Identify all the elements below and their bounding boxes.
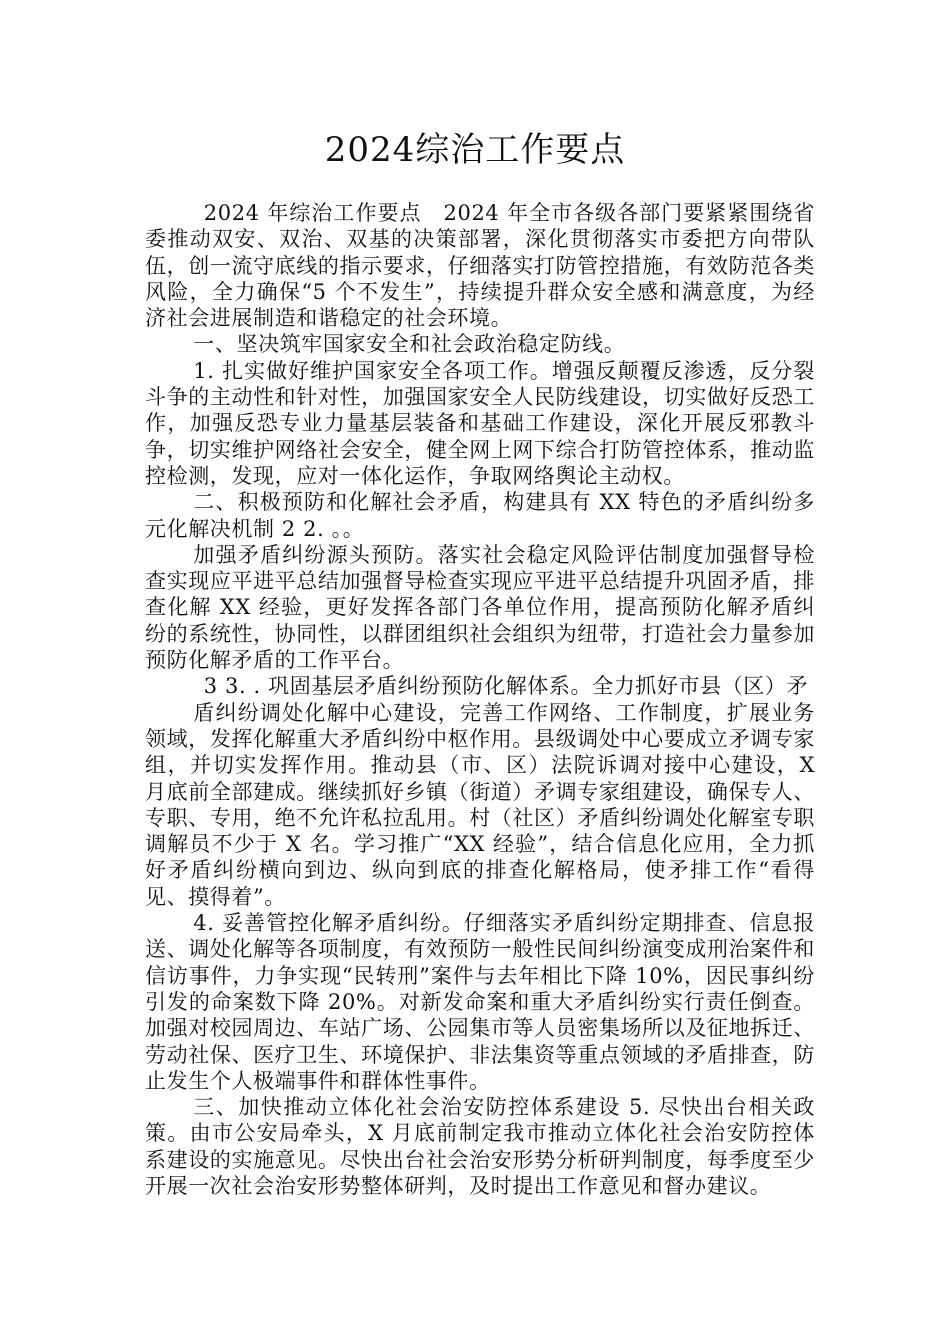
item-paragraph-3-heading: 3 3. . 巩固基层矛盾纠纷预防化解体系。全力抓好市县（区）矛 xyxy=(203,674,809,699)
section-heading-1: 一、坚决筑牢国家安全和社会政治稳定防线。 xyxy=(193,332,626,357)
document-body xyxy=(145,200,815,1199)
document-title: 2024综治工作要点 xyxy=(324,130,626,170)
intro-paragraph: 2024 年综治工作要点 2024 年全市各级各部门要紧紧围绕省委推动双安、双治、双基的决策部署，深化贯彻落实市委把方向带队伍，创一流守底线的指示要求，仔细落实打防管控措施，有效防范各类风险，全力确保“5 个不发生”，持续提升群众安全感和满意度，为经济社会进展制造和谐稳定的社会环境。 xyxy=(145,201,815,331)
section-heading-2: 二、积极预防和化解社会矛盾，构建具有 XX 特色的矛盾纠纷多元化解决机制 2 2. 。。 xyxy=(145,490,815,541)
section-heading-3: 三、加快推动立体化社会治安防控体系建设 5. 尽快出台相关政策。由市公安局牵头，X 月底前制定我市推动立体化社会治安防控体系建设的实施意见。尽快出台社会治安形势分析研判制度，每季度至少开展一次社会治安形势整体研判，及时提出工作意见和督办建议。 xyxy=(145,1095,815,1198)
item-paragraph-4: 4. 妥善管控化解矛盾纠纷。仔细落实矛盾纠纷定期排查、信息报送、调处化解等各项制度，有效预防一般性民间纠纷演变成刑治案件和信访事件，力争实现“民转刑”案件与去年相比下降 10%，因民事纠纷引发的命案数下降 20%。对新发命案和重大矛盾纠纷实行责任倒查。加强对校园周边、车站广场、公园集市等人员密集场所以及征地拆迁、劳动社保、医疗卫生、环境保护、非法集资等重点领域的矛盾排查，防止发生个人极端事件和群体性事件。 xyxy=(145,911,815,1093)
item-paragraph-2: 加强矛盾纠纷源头预防。落实社会稳定风险评估制度加强督导检查实现应平进平总结加强督导检查实现应平进平总结提升巩固矛盾，排查化解 XX 经验，更好发挥各部门各单位作用，提高预防化解矛盾纠纷的系统性，协同性，以群团组织社会组织为纽带，打造社会力量参加预防化解矛盾的工作平台。 xyxy=(145,542,815,673)
item-paragraph-1: 1. 扎实做好维护国家安全各项工作。增强反颠覆反渗透，反分裂斗争的主动性和针对性，加强国家安全人民防线建设，切实做好反恐工作，加强反恐专业力量基层装备和基础工作建设，深化开展反邪教斗争，切实维护网络社会安全，健全网上网下综合打防管控体系，推动监控检测，发现，应对一体化运作，争取网络舆论主动权。 xyxy=(145,358,815,488)
item-paragraph-3-body: 盾纠纷调处化解中心建设，完善工作网络、工作制度，扩展业务领域，发挥化解重大矛盾纠纷中枢作用。县级调处中心要成立矛调专家组，并切实发挥作用。推动县（市、区）法院诉调对接中心建设，X 月底前全部建成。继续抓好乡镇（街道）矛调专家组建设，确保专人、专职、专用，绝不允许私拉乱用。村（社区）矛盾纠纷调处化解室专职调解员不少于 X 名。学习推广“XX 经验”，结合信息化应用，全力抓好矛盾纠纷横向到边、纵向到底的排查化解格局，使矛排工作“看得见、摸得着”。 xyxy=(145,700,815,909)
